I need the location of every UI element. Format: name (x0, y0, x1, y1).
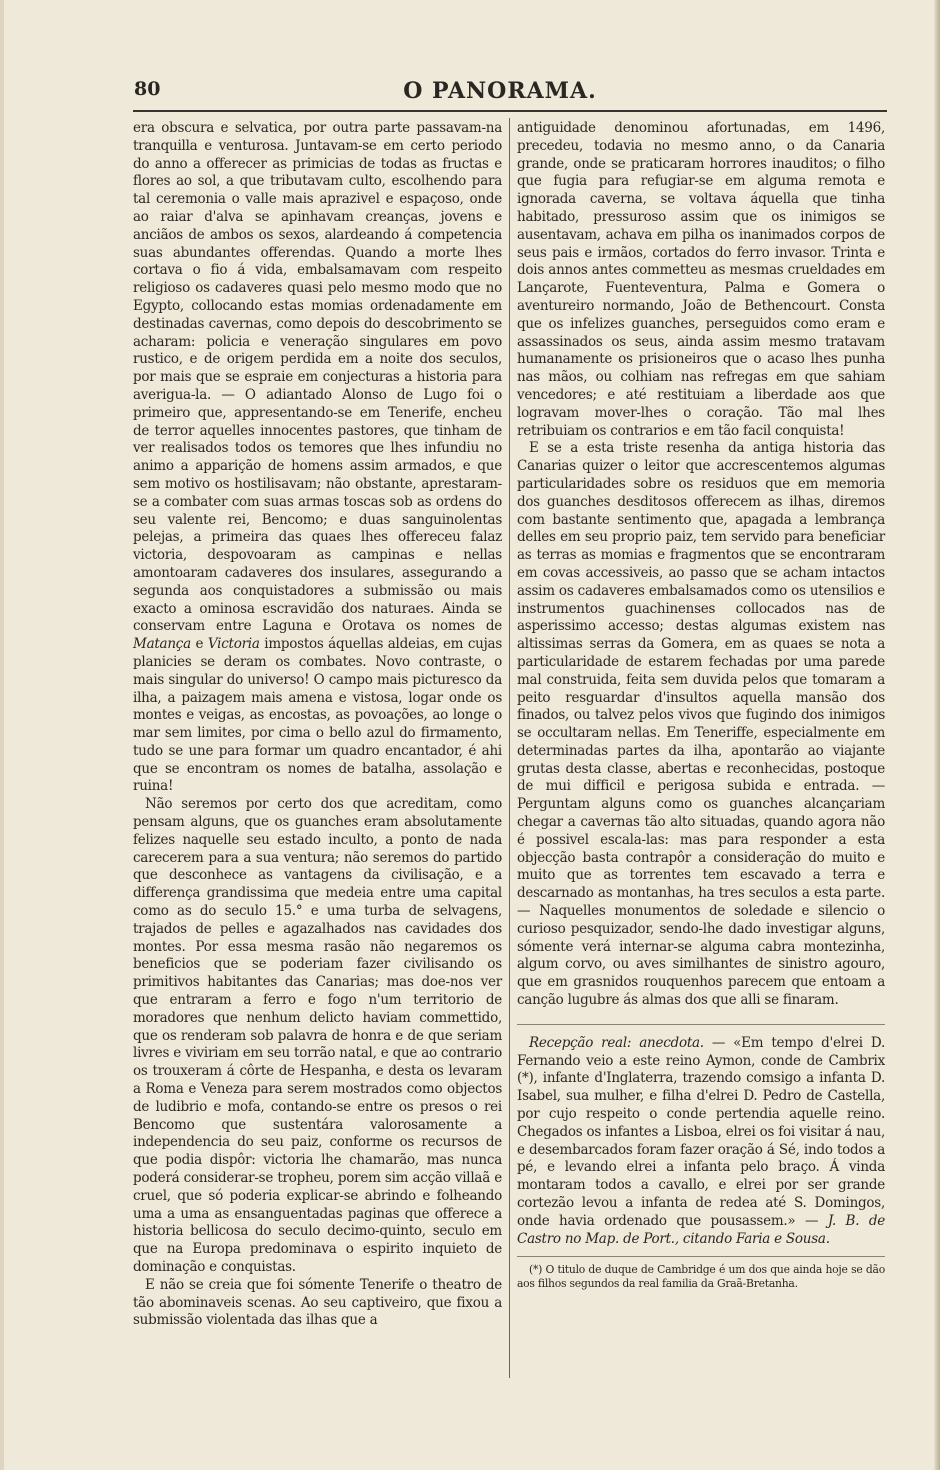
page-number: 80 (134, 78, 161, 100)
paragraph: E se a esta triste resenha da antiga historia das Canarias quizer o leitor que accrescentemos algumas particularidades sobre os residuos que em memoria dos guanches desditosos offerecem as ilhas, diremos com bastante sentimento que, apagada a lembrança delles em seu proprio paiz, tem servido para beneficiar as terras as momias e fragmentos que se encontraram em covas accessiveis, ao passo que se acham intactos assim os cadaveres embalsamados como os utensilios e instrumentos guachinenses collocados nas de asperissimo accesso; destas algumas existem nas altissimas serras da Gomera, em as quaes se nota a particularidade de estarem fechadas por uma parede mal construida, feita sem duvida pelos que tomaram a peito resguardar d'insultos aquella mansão dos finados, ou talvez pelos vivos que fugindo dos inimigos se occultaram nellas. Em Teneriffe, especialmente em determinadas partes da ilha, apontarão ao viajante grutas desta classe, abertas e reconhecidas, postoque de mui difficil e perigosa subida e entrada. — Perguntam alguns como os guanches alcançariam chegar a cavernas tão alto situadas, quando agora não é possivel escala-las: mas para responder a esta objecção basta contrapôr a consideração do muito e muito que as torrentes tem escavado a terra e descarnado as montanhas, ha tres seculos a esta parte. — Naquelles monumentos de soledade e silencio o curioso pesquizador, sendo-lhe dado investigar alguns, sómente verá internar-se alguma cabra montezinha, algum corvo, ou aves similhantes de sinistro agouro, que em grasnidos rouquenhos parecem que entoam a canção lugubre ás almas dos que alli se finaram. (517, 440, 885, 1009)
italic-place-name: Matança (133, 636, 191, 653)
paragraph: Não seremos por certo dos que acreditam, como pensam alguns, que os guanches eram absolutamente felizes naquelle seu estado inculto, a ponto de nada carecerem para a sua ventura; não seremos do partido que desconhece as vantagens da civilisação, e a differença grandissima que medeia entre uma capital como as do seculo 15.° e uma turba de selvagens, trajados de pelles e agazalhados nas cavidades dos montes. Por essa mesma rasão não negaremos os beneficios que se poderiam fazer civilisando os primitivos habitantes das Canarias; mas doe-nos ver que entraram a ferro e fogo n'um territorio de moradores que nenhum delicto haviam commettido, que os renderam sob palavra de honra e de que seriam livres e viviriam em seu torrão natal, e que ao contrario os trouxeram á côrte de Hespanha, e desta os levaram a Roma e Veneza para serem mostrados como objectos de ludibrio e mofa, contando-se entre os presos o rei Bencomo que sustentára valorosamente a independencia do seu paiz, conforme os recursos de que podia dispôr: victoria lhe chamarão, mas nunca poderá considerar-se tropheu, porem sim acção villaã e cruel, que só poderia explicar-se abrindo e folheando uma a uma as ensanguentadas paginas que offerece a historia bellicosa do seculo decimo-quinto, seculo em que na Europa predominava o espirito inquieto de dominação e conquistas. (133, 796, 502, 1275)
page-binding-shadow (934, 0, 940, 1470)
left-column (133, 120, 502, 1330)
anecdote-heading: Recepção real: anecdota. (529, 1034, 704, 1051)
paragraph: era obscura e selvatica, por outra parte passavam-na tranquilla e venturosa. Juntavam-se em certo periodo do anno a offerecer as primicias de todas as fructas e flores ao sol, a que tributavam culto, escolhendo para tal ceremonia o valle mais aprazivel e espaçoso, onde ao raiar d'alva se apinhavam creanças, jovens e anciãos de ambos os sexos, alardeando á competencia suas abundantes offerendas. Quando a morte lhes cortava o fio á vida, embalsamavam com respeito religioso os cadaveres quasi pelo mesmo modo que no Egypto, collocando estas momias ordenadamente em destinadas cavernas, como depois do descobrimento se acharam: policia e veneração singulares em povo rustico, e de origem perdida em a noite dos seculos, por mais que se espraie em conjecturas a historia para averigua-la. — O adiantado Alonso de Lugo foi o primeiro que, appresentando-se em Tenerife, encheu de terror aquelles innocentes pastores, que tinham de ver realisados todos os temores que lhes infundiu no animo a apparição de homens assim armados, e que sem motivo os hostilisavam; não obstante, aprestaram-se a combater com suas armas toscas sob as ordens do seu valente rei, Bencomo; e duas sanguinolentas pelejas, a primeira das quaes lhes offereceu falaz victoria, despovoaram as campinas e nellas amontoaram cadaveres dos insulares, assegurando a segunda aos conquistadores a submissão ou mais exacto a ominosa escravidão dos naturaes. Ainda se conservam entre Laguna e Orotava os nomes de Matança e Victoria impostos áquellas aldeias, em cujas planicies se deram os combates. Novo contraste, o mais singular do universo! O campo mais picturesco da ilha, a paizagem mais amena e vistosa, logar onde os montes e veigas, as encostas, as povoações, ao longe o mar sem limites, por cima o bello azul do firmamento, tudo se une para formar um quadro encantador, é ahi que se encontram os nomes de batalha, assolação e ruina! (133, 120, 503, 795)
paragraph: antiguidade denominou afortunadas, em 1496, precedeu, todavia no mesmo anno, o da Canaria grande, onde se praticaram horrores inauditos; o filho que fugia para refugiar-se em alguma remota e ignorada caverna, se voltava áquella que tinha habitado, pressuroso assim que os inimigos se ausentavam, achava em pilha os inanimados corpos de seus pais e irmãos, cortados do ferro invasor. Trinta e dois annos antes commetteu as mesmas crueldades em Lançarote, Fuenteventura, Palma e Gomera o aventureiro normando, João de Bethencourt. Consta que os infelizes guanches, perseguidos como eram e assassinados os seus, ainda assim mesmo tratavam humanamente os prisioneiros que o acaso lhes punha nas mãos, ou colhiam nas refregas em que sahiam vencedores; e até restituiam a liberdade aos que logravam mover-lhes o coração. Tão mal lhes retribuiam os contrarios e em tão facil conquista! (517, 120, 885, 439)
anecdote-source: J. B. de Castro no Map. de Port., citando Faria e Sousa. (517, 1212, 885, 1247)
anecdote-text: — «Em tempo d'elrei D. Fernando veio a este reino Aymon, conde de Cambrix (*), infante d'Inglaterra, trazendo comsigo a infanta D. Isabel, sua mulher, e filha d'elrei D. Pedro de Castella, por cujo respeito o conde pertendia aquelle reino. Chegados os infantes a Lisboa, elrei os foi visitar á nau, e desembarcados foram fazer oração á Sé, indo todos a pé, e levando elrei a infanta pelo braço. Á vinda montaram todos a cavallo, e elrei por ser grande cortezão levou a infanta de redea até S. Domingos, onde havia ordenado que pousassem.» — (517, 1034, 885, 1229)
header-rule (133, 110, 887, 112)
footnote: (*) O titulo de duque de Cambridge é um dos que ainda hoje se dão aos filhos segundos da real familia da Graã-Bretanha. (517, 1263, 885, 1291)
column-divider (509, 118, 510, 1378)
anecdote (517, 1035, 885, 1249)
page-title: O PANORAMA. (403, 78, 597, 104)
paragraph: E não se creia que foi sómente Tenerife o theatro de tão abominaveis scenas. Ao seu captiveiro, que fixou a submissão violentada das ilhas que a (133, 1276, 502, 1329)
page-left-edge (0, 0, 4, 1470)
right-column (517, 120, 885, 1291)
footnote-rule (517, 1256, 885, 1257)
section-separator (517, 1024, 885, 1025)
italic-place-name: Victoria (207, 636, 260, 653)
